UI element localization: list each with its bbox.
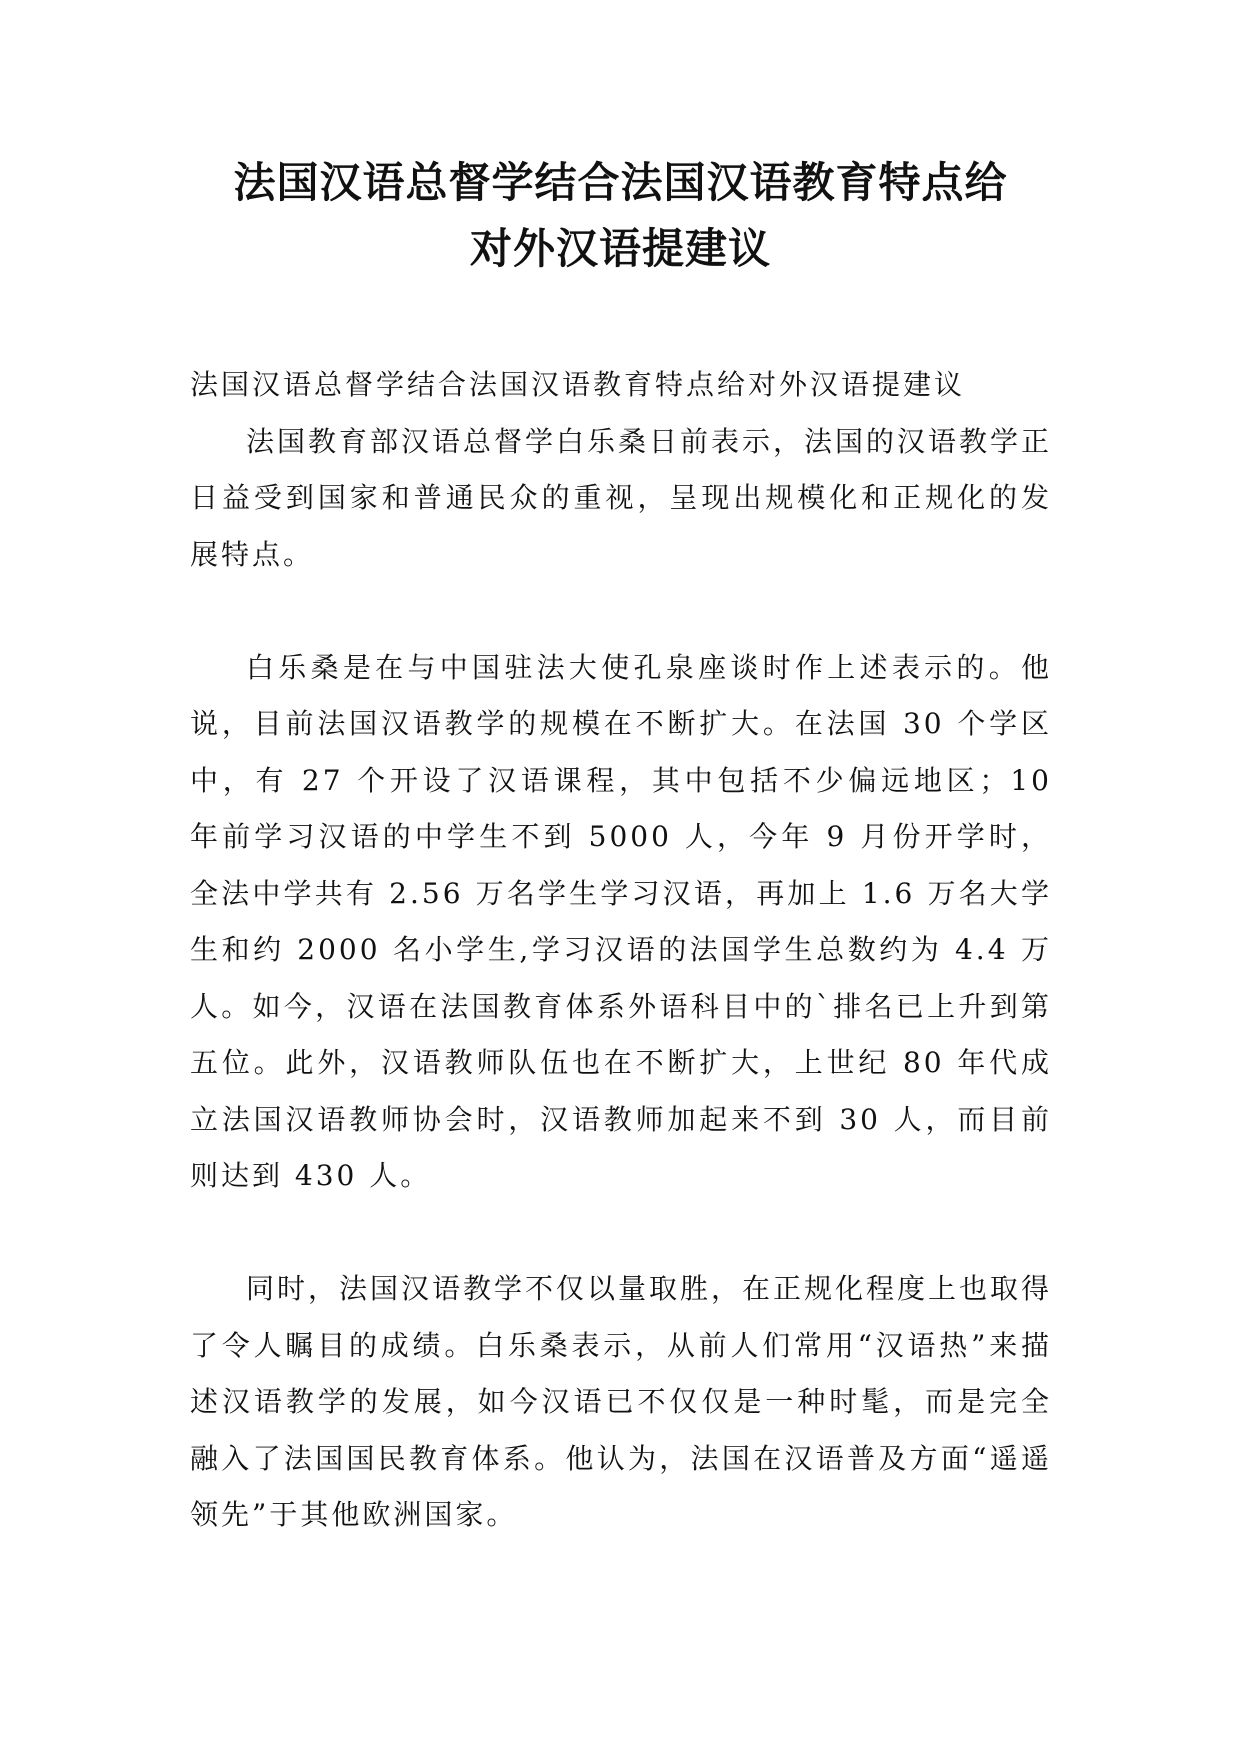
document-subtitle: 法国汉语总督学结合法国汉语教育特点给对外汉语提建议	[190, 368, 966, 401]
paragraph-3: 同时，法国汉语教学不仅以量取胜，在正规化程度上也取得了令人瞩目的成绩。白乐桑表示，从前人们常用“汉语热”来描述汉语教学的发展，如今汉语已不仅仅是一种时髦，而是完全融入了法国国民教育体系。他认为，法国在汉语普及方面“遥遥领先”于其他欧洲国家。	[190, 1272, 1053, 1531]
title-line-2: 对外汉语提建议	[469, 224, 771, 273]
paragraph-2: 白乐桑是在与中国驻法大使孔泉座谈时作上述表示的。他说，目前法国汉语教学的规模在不断扩大。在法国 30 个学区中，有 27 个开设了汉语课程，其中包括不少偏远地区；10 年前学习汉语的中学生不到 5000 人，今年 9 月份开学时，全法中学共有 2.56 万名学生学习汉语，再加上 1.6 万名大学生和约 2000 名小学生,学习汉语的法国学生总数约为 4.4 万人。如今，汉语在法国教育体系外语科目中的`排名已上升到第五位。此外，汉语教师队伍也在不断扩大，上世纪 80 年代成立法国汉语教师协会时，汉语教师加起来不到 30 人，而目前则达到 430 人。	[190, 650, 1052, 1192]
title-line-1: 法国汉语总督学结合法国汉语教育特点给	[233, 158, 1008, 207]
paragraph-1: 法国教育部汉语总督学白乐桑日前表示，法国的汉语教学正日益受到国家和普通民众的重视，呈现出规模化和正规化的发展特点。	[190, 424, 1053, 571]
paragraph-spacer	[190, 583, 1052, 640]
paragraph-spacer	[190, 1205, 1052, 1262]
document-body	[190, 357, 1052, 1544]
document-title	[150, 150, 1091, 282]
